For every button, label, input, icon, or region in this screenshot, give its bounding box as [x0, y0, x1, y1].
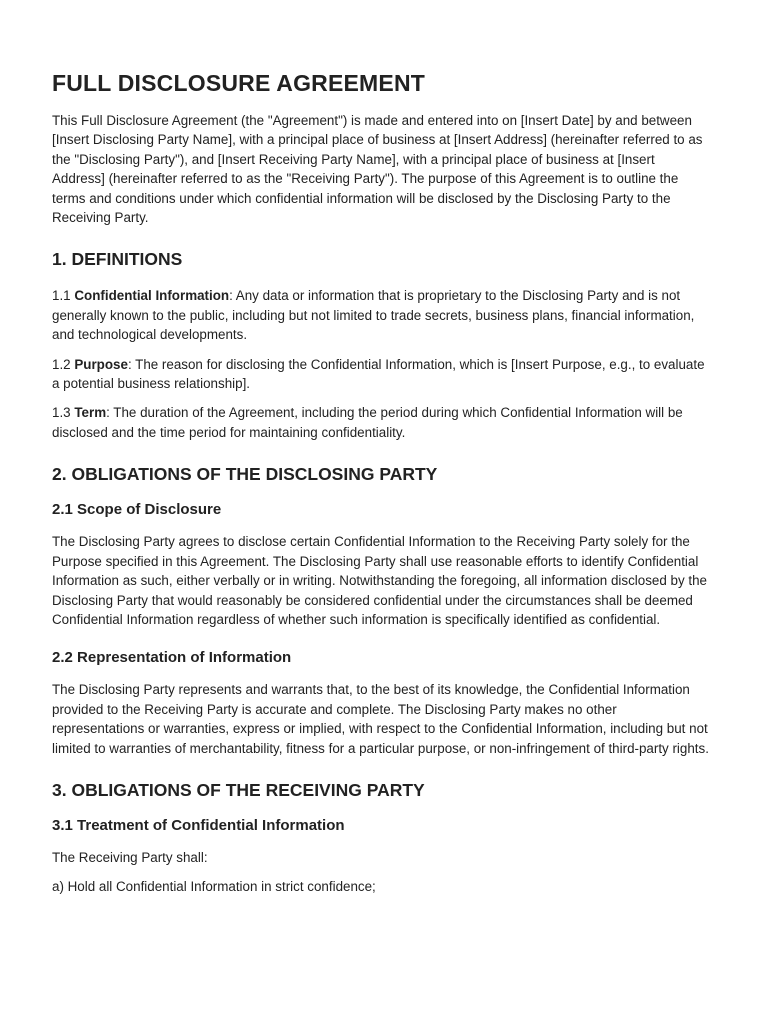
representation-paragraph: The Disclosing Party represents and warrants that, to the best of its knowledge, the Confidential Information provided to the Receiving Party is accurate and complete. The Disclosing Party makes no other representations or warranties, express or implied, with respect to the Confidential Information, including but not limited to warranties of merchantability, fitness for a particular purpose, or non-infringement of third-party rights. [52, 682, 709, 756]
definition-term: Purpose [74, 356, 128, 372]
document-title: FULL DISCLOSURE AGREEMENT [52, 70, 426, 96]
definition-term: Term [74, 405, 107, 421]
definition-number: 1.2 [52, 356, 71, 372]
definition-text: : Any data or information that is proprietary to the Disclosing Party and is not generally known to the public, including but not limited to trade secrets, business plans, financial information, and technological developments. [52, 288, 695, 343]
intro-paragraph: This Full Disclosure Agreement (the "Agreement") is made and entered into on [Insert Date] by and between [Insert Disclosing Party Name], with a principal place of business at [Insert Address] (hereinafter referred to as the "Disclosing Party"), and [Insert Receiving Party Name], with a principal place of business at [Insert Address] (hereinafter referred to as the "Receiving Party"). The purpose of this Agreement is to outline the terms and conditions under which confidential information will be disclosed by the Disclosing Party to the Receiving Party. [52, 113, 703, 226]
scope-paragraph: The Disclosing Party agrees to disclose certain Confidential Information to the Receiving Party solely for the Purpose specified in this Agreement. The Disclosing Party shall use reasonable efforts to identify Confidential Information as such, either verbally or in writing. Notwithstanding the foregoing, all information disclosed by the Disclosing Party that would reasonably be considered confidential under the circumstances shall be deemed Confidential Information regardless of whether such information is specifically identified as confidential. [52, 534, 707, 627]
definition-term: Confidential Information [74, 288, 230, 304]
definition-item [52, 355, 710, 394]
subsection-heading-treatment: 3.1 Treatment of Confidential Information [52, 816, 345, 834]
subsection-heading-scope: 2.1 Scope of Disclosure [52, 501, 222, 519]
definition-text: : The duration of the Agreement, including the period during which Confidential Information will be disclosed and the time period for maintaining confidentiality. [52, 405, 683, 440]
definition-text: : The reason for disclosing the Confidential Information, which is [Insert Purpose, e.g., to evaluate a potential business relationship]. [52, 356, 705, 392]
section-heading-definitions: 1. DEFINITIONS [52, 249, 183, 270]
section-heading-receiving-party: 3. OBLIGATIONS OF THE RECEIVING PARTY [52, 779, 425, 800]
treatment-item-a: a) Hold all Confidential Information in strict confidence; [52, 879, 376, 895]
definition-number: 1.1 [52, 288, 71, 304]
definition-item [52, 403, 710, 442]
definition-number: 1.3 [52, 405, 71, 421]
definition-item [52, 286, 710, 344]
section-heading-disclosing-party: 2. OBLIGATIONS OF THE DISCLOSING PARTY [52, 464, 438, 485]
subsection-heading-representation: 2.2 Representation of Information [52, 649, 292, 667]
treatment-lead: The Receiving Party shall: [52, 849, 208, 865]
